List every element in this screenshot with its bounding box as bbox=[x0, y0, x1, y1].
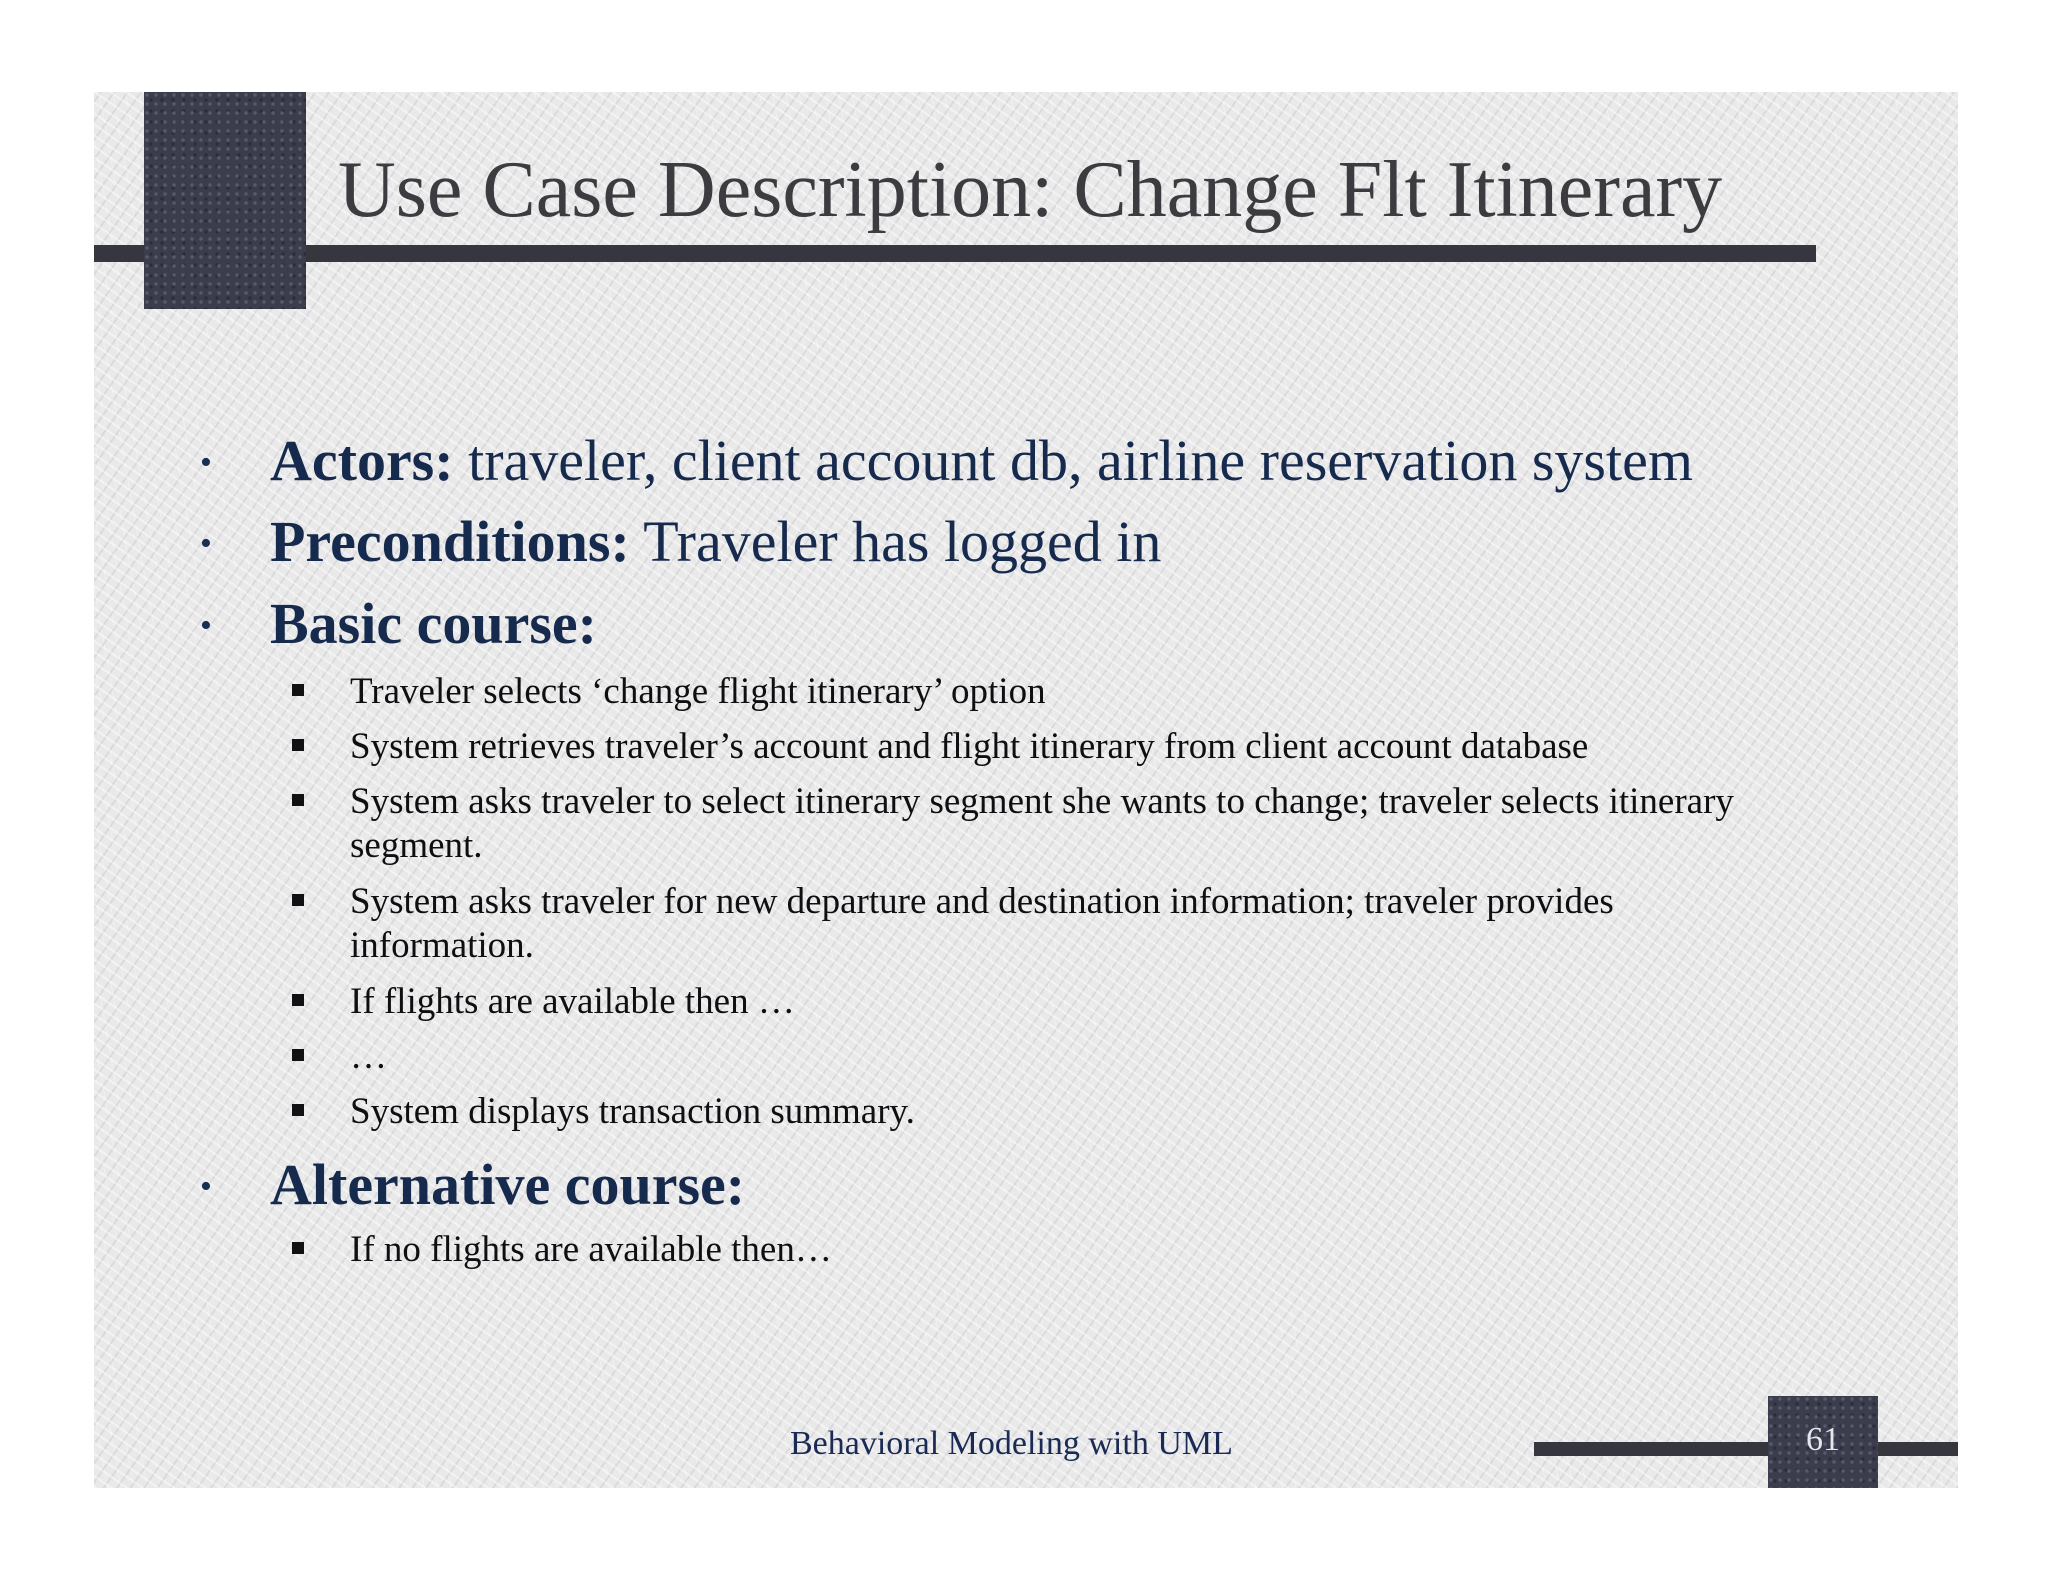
bullet-dot-icon: • bbox=[200, 525, 212, 562]
square-bullet-icon bbox=[292, 684, 304, 696]
bullet-text bbox=[270, 507, 1161, 577]
square-bullet-icon bbox=[292, 1242, 304, 1254]
bullet-text bbox=[270, 589, 597, 659]
square-bullet-icon bbox=[292, 1104, 304, 1116]
page-number-box bbox=[1768, 1396, 1878, 1488]
bullet-text bbox=[270, 1150, 745, 1220]
square-bullet-icon bbox=[292, 794, 304, 806]
list-item-text: Traveler selects ‘change flight itinerary’ option bbox=[350, 671, 1046, 712]
list-item-text: System asks traveler to select itinerary segment she wants to change; traveler selects itinerary segment. bbox=[350, 781, 1734, 866]
square-bullet-icon bbox=[292, 894, 304, 906]
list-item-text: … bbox=[350, 1036, 387, 1077]
bullet-dot-icon: • bbox=[200, 444, 212, 481]
list-item-text: If flights are available then … bbox=[350, 981, 795, 1022]
bullet-label: Alternative course: bbox=[270, 1152, 746, 1217]
slide-title: Use Case Description: Change Flt Itinerary bbox=[338, 146, 1723, 234]
list-item-text: System retrieves traveler’s account and flight itinerary from client account database bbox=[350, 726, 1589, 767]
square-bullet-icon bbox=[292, 1049, 304, 1061]
bullet-value: Traveler has logged in bbox=[629, 509, 1162, 574]
list-item-text: System displays transaction summary. bbox=[350, 1091, 915, 1132]
bullet-text bbox=[270, 426, 1693, 496]
page-number: 61 bbox=[1806, 1421, 1840, 1458]
footer-rule bbox=[1534, 1442, 1958, 1456]
bullet-label: Preconditions: bbox=[270, 509, 630, 574]
bullet-dot-icon: • bbox=[200, 607, 212, 644]
list-item-text: If no flights are available then… bbox=[350, 1229, 832, 1270]
square-bullet-icon bbox=[292, 994, 304, 1006]
list-item-text: System asks traveler for new departure and destination information; traveler provides information. bbox=[350, 881, 1614, 966]
bullet-label: Actors: bbox=[270, 428, 454, 493]
bullet-label: Basic course: bbox=[270, 591, 597, 656]
corner-decoration bbox=[144, 92, 306, 309]
square-bullet-icon bbox=[292, 739, 304, 751]
bullet-dot-icon: • bbox=[200, 1168, 212, 1205]
slide-footer: Behavioral Modeling with UML bbox=[790, 1425, 1233, 1462]
title-rule bbox=[94, 245, 1816, 262]
bullet-value: traveler, client account db, airline reservation system bbox=[453, 428, 1693, 493]
